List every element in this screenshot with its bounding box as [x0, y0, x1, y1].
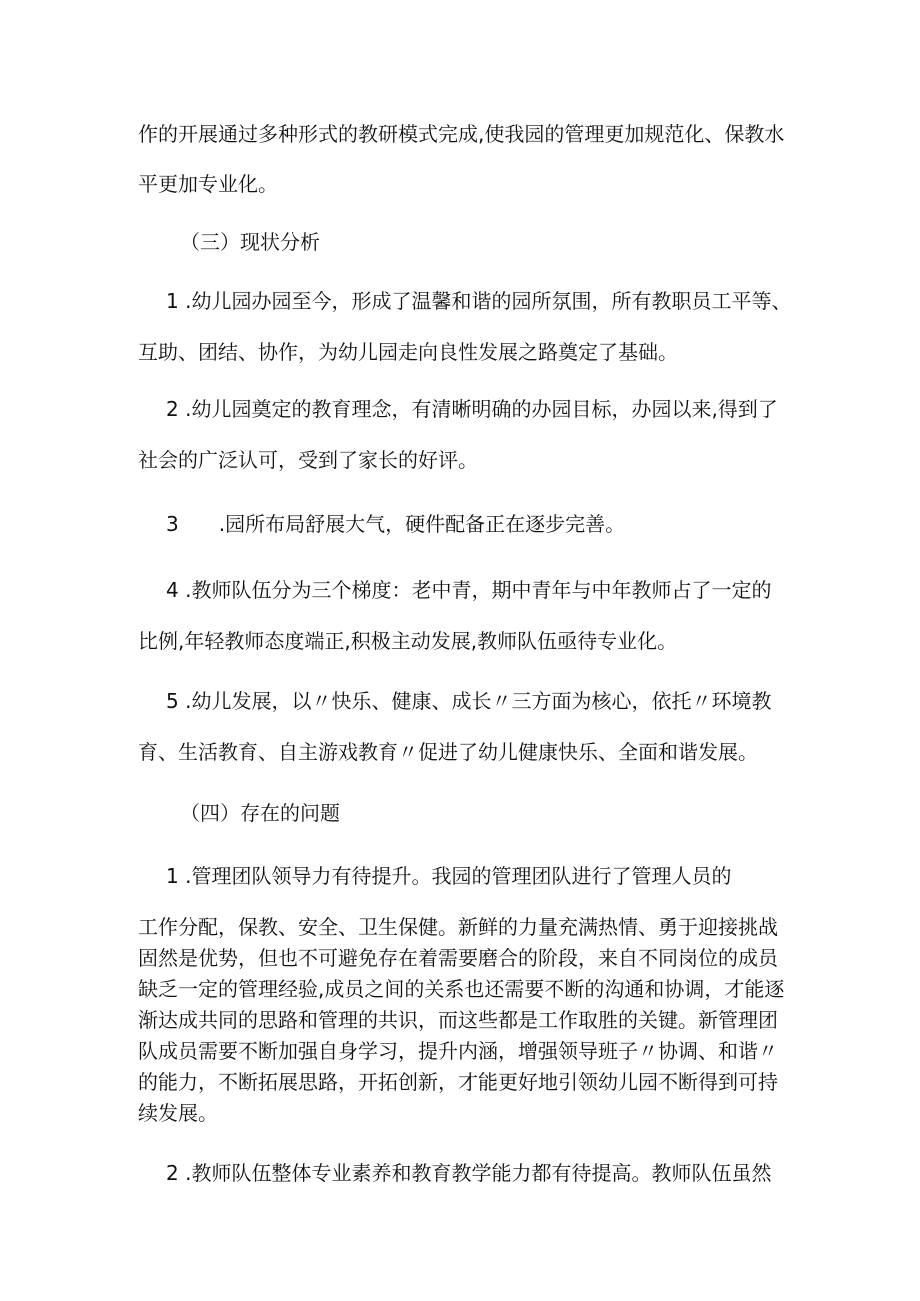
paragraph-line: 2 .幼儿园奠定的教育理念，有清晰明确的办园目标，办园以来,得到了	[166, 397, 778, 421]
paragraph-line: 作的开展通过多种形式的教研模式完成,使我园的管理更加规范化、保教水	[138, 122, 785, 146]
paragraph-line: 队成员需要不断加强自身学习，提升内涵，增强领导班子〃协调、和谐〃	[138, 1039, 778, 1063]
paragraph-line: 续发展。	[138, 1101, 218, 1125]
paragraph-line: 比例,年轻教师态度端正,积极主动发展,教师队伍亟待专业化。	[138, 629, 678, 653]
paragraph-line: 互助、团结、协作，为幼儿园走向良性发展之路奠定了基础。	[138, 340, 678, 364]
paragraph-line: 缺乏一定的管理经验,成员之间的关系也还需要不断的沟通和协调，才能逐	[138, 977, 785, 1001]
paragraph-line: 1 .管理团队领导力有待提升。我园的管理团队进行了管理人员的	[166, 864, 732, 888]
paragraph-line: 固然是优势，但也不可避免存在着需要磨合的阶段，来自不同岗位的成员	[138, 946, 778, 970]
paragraph-line: 的能力，不断拓展思路，开拓创新，才能更好地引领幼儿园不断得到可持	[138, 1070, 778, 1094]
paragraph-line: 平更加专业化。	[138, 172, 278, 196]
paragraph-line: 渐达成共同的思路和管理的共识，而这些都是工作取胜的关键。新管理团	[138, 1008, 778, 1032]
paragraph-line: 4 .教师队伍分为三个梯度：老中青，期中青年与中年教师占了一定的	[166, 578, 772, 602]
paragraph-line: 1 .幼儿园办园至今，形成了温馨和谐的园所氛围，所有教职员工平等、	[166, 289, 792, 313]
paragraph-line: 社会的广泛认可，受到了家长的好评。	[138, 448, 478, 472]
paragraph-line: 3 .园所布局舒展大气，硬件配备正在逐步完善。	[166, 512, 626, 536]
paragraph-line: 工作分配，保教、安全、卫生保健。新鲜的力量充满热情、勇于迎接挑战	[138, 915, 778, 939]
paragraph-line: 育、生活教育、自主游戏教育〃促进了幼儿健康快乐、全面和谐发展。	[138, 740, 758, 764]
paragraph-line: 5 .幼儿发展，以〃快乐、健康、成长〃三方面为核心，依托〃环境教	[166, 689, 772, 713]
section-heading: （四）存在的问题	[180, 801, 340, 825]
section-heading: （三）现状分析	[180, 230, 320, 254]
paragraph-line: 2 .教师队伍整体专业素养和教育教学能力都有待提高。教师队伍虽然	[166, 1161, 772, 1185]
